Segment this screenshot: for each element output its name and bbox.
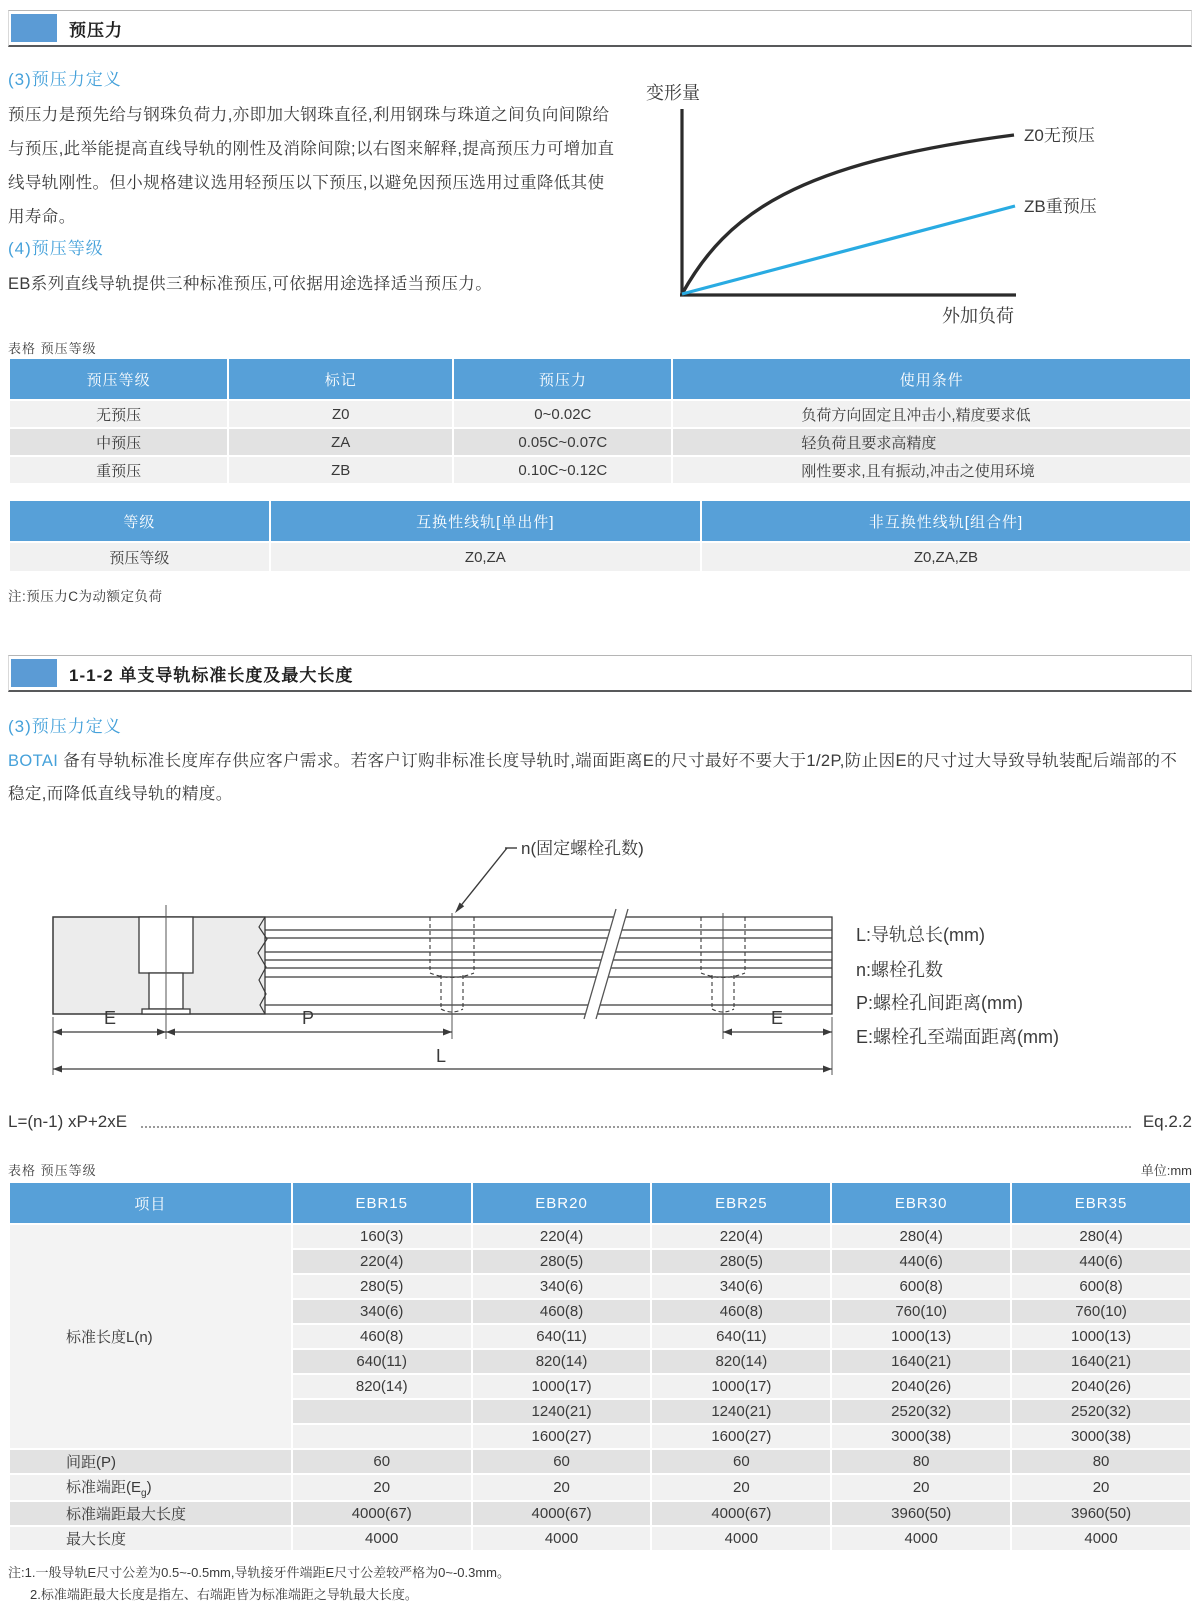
cell: Z0,ZA — [271, 543, 700, 571]
cell: 0.05C~0.07C — [454, 429, 671, 455]
cell: 60 — [293, 1450, 471, 1473]
cell: 20 — [652, 1475, 830, 1500]
table2-header-grade: 等级 — [10, 501, 269, 541]
legend-e: E:螺栓孔至端面距离(mm) — [856, 1027, 1059, 1047]
legend-l: L:导轨总长(mm) — [856, 925, 985, 945]
table1-header-row — [10, 359, 1190, 399]
rail-drawing — [53, 917, 832, 1014]
cell: 280(5) — [473, 1250, 651, 1273]
cell: 220(4) — [293, 1250, 471, 1273]
label-text: ) — [146, 1479, 152, 1496]
cell: 340(6) — [293, 1300, 471, 1323]
cell: 负荷方向固定且冲击小,精度要求低 — [673, 401, 1190, 427]
length-def-text: 备有导轨标准长度库存供应客户需求。若客户订购非标准长度导轨时,端面距离E的尺寸最好不要大于1/2P,防止因E的尺寸过大导致导轨装配后端部的不稳定,而降低直线导轨的精度。 — [8, 752, 1178, 803]
cell: 3000(38) — [1012, 1425, 1190, 1448]
diagram-legend — [856, 925, 1059, 1047]
dim-label-p: P — [302, 1008, 315, 1028]
table3-header-item: 项目 — [10, 1183, 291, 1223]
table1-header-grade: 预压等级 — [10, 359, 227, 399]
label-text: 标准端距(E — [66, 1479, 142, 1496]
break-lines — [584, 909, 628, 1019]
cell: 160(3) — [293, 1225, 471, 1248]
section-header-preload — [8, 10, 1192, 47]
length-def-paragraph — [8, 745, 1192, 811]
table3-caption: 表格 预压等级 — [8, 1163, 97, 1178]
section-title: 1-1-2 单支导轨标准长度及最大长度 — [69, 665, 354, 685]
table3-header-row — [10, 1183, 1190, 1223]
cell: 3000(38) — [832, 1425, 1010, 1448]
cell: 4000 — [832, 1527, 1010, 1550]
table2-header-assembly: 非互换性线轨[组合件] — [702, 501, 1190, 541]
table1-caption: 表格 预压等级 — [8, 341, 97, 356]
standard-length-table — [8, 1181, 1192, 1552]
cell: 280(4) — [832, 1225, 1010, 1248]
dim-label-e-left: E — [104, 1008, 117, 1028]
grade-heading: (4)预压等级 — [8, 239, 104, 258]
cell: 中预压 — [10, 429, 227, 455]
cell: Z0 — [229, 401, 452, 427]
table1-header-force: 预压力 — [454, 359, 671, 399]
zb-series-label: ZB重预压 — [1024, 197, 1097, 216]
blue-square-icon — [11, 14, 57, 42]
legend-n: n:螺栓孔数 — [856, 960, 944, 980]
cell: 2040(26) — [832, 1375, 1010, 1398]
cell: 820(14) — [293, 1375, 471, 1398]
def-paragraph: 预压力是预先给与钢珠负荷力,亦即加大钢珠直径,利用钢珠与珠道之间负向间隙给与预压,此举能提高直线导轨的刚性及消除间隙;以右图来解释,提高预压力可增加直线导轨刚性。但小规格建议选用轻预压以下预压,以避免因预压选用过重降低其使用寿命。 — [8, 106, 615, 226]
cell: 1640(21) — [1012, 1350, 1190, 1373]
cell: Z0,ZA,ZB — [702, 543, 1190, 571]
cell: 20 — [473, 1475, 651, 1500]
cell: 220(4) — [652, 1225, 830, 1248]
note-dynamic-load: 注:预压力C为动额定负荷 — [8, 589, 163, 604]
cell: 760(10) — [832, 1300, 1010, 1323]
formula-expression: L=(n-1) xP+2xE — [8, 1112, 128, 1131]
cell: 460(8) — [652, 1300, 830, 1323]
table-row — [10, 401, 1190, 427]
table-row — [10, 1225, 1190, 1248]
table-row — [10, 457, 1190, 483]
cell: 1240(21) — [473, 1400, 651, 1423]
cell: 80 — [832, 1450, 1010, 1473]
table3-header-ebr30: EBR30 — [832, 1183, 1010, 1223]
table-row — [10, 543, 1190, 571]
z0-series-label: Z0无预压 — [1024, 126, 1095, 145]
rail-dimension-diagram — [8, 817, 1192, 1099]
cell: 640(11) — [652, 1325, 830, 1348]
cell: 1600(27) — [652, 1425, 830, 1448]
cell: 820(14) — [652, 1350, 830, 1373]
table3-header-ebr35: EBR35 — [1012, 1183, 1190, 1223]
table1-header-mark: 标记 — [229, 359, 452, 399]
cell: 3960(50) — [832, 1502, 1010, 1525]
interchangeability-table — [8, 499, 1192, 573]
note-line-1: 注:1.一般导轨E尺寸公差为0.5~-0.5mm,导轨接牙件端距E尺寸公差较严格为0~-0.3mm。 — [8, 1565, 511, 1580]
cell: 轻负荷且要求高精度 — [673, 429, 1190, 455]
cell: 2520(32) — [1012, 1400, 1190, 1423]
cell: 2520(32) — [832, 1400, 1010, 1423]
cell: 280(5) — [293, 1275, 471, 1298]
table-row — [10, 1502, 1190, 1525]
table-row — [10, 429, 1190, 455]
cell: 60 — [473, 1450, 651, 1473]
cell: 4000(67) — [473, 1502, 651, 1525]
cell: 20 — [293, 1475, 471, 1500]
length-formula-row — [8, 1112, 1192, 1132]
cell — [293, 1400, 471, 1423]
chart-x-axis-label: 外加负荷 — [942, 306, 1014, 326]
deformation-load-chart — [622, 65, 1182, 333]
cell: 1240(21) — [652, 1400, 830, 1423]
cell: 4000(67) — [293, 1502, 471, 1525]
table-row — [10, 1527, 1190, 1550]
table2-header-row — [10, 501, 1190, 541]
grade-paragraph: EB系列直线导轨提供三种标准预压,可依据用途选择适当预压力。 — [8, 275, 493, 293]
cell: 80 — [1012, 1450, 1190, 1473]
blue-square-icon — [11, 659, 57, 687]
cell: 1000(13) — [832, 1325, 1010, 1348]
cell: 3960(50) — [1012, 1502, 1190, 1525]
cell: 60 — [652, 1450, 830, 1473]
cell: 4000 — [1012, 1527, 1190, 1550]
cell: 0~0.02C — [454, 401, 671, 427]
cell: 20 — [1012, 1475, 1190, 1500]
def-heading: (3)预压力定义 — [8, 70, 122, 89]
dotted-leader — [141, 1124, 1131, 1128]
cell: 760(10) — [1012, 1300, 1190, 1323]
cell: 280(4) — [1012, 1225, 1190, 1248]
z0-curve — [682, 135, 1014, 294]
cell: 4000 — [473, 1527, 651, 1550]
table-row — [10, 1475, 1190, 1500]
cell: ZA — [229, 429, 452, 455]
table-row — [10, 1450, 1190, 1473]
summary-label: 间距(P) — [10, 1450, 291, 1473]
cell: 600(8) — [1012, 1275, 1190, 1298]
cell: 220(4) — [473, 1225, 651, 1248]
table3-header-ebr25: EBR25 — [652, 1183, 830, 1223]
table1-caption-row — [8, 338, 1192, 357]
dim-label-l: L — [436, 1046, 447, 1066]
brand-name: BOTAI — [8, 752, 59, 770]
summary-label: 最大长度 — [10, 1527, 291, 1550]
length-def-heading: (3)预压力定义 — [8, 717, 122, 736]
cell: 280(5) — [652, 1250, 830, 1273]
cell: 340(6) — [652, 1275, 830, 1298]
table3-unit: 单位:mm — [1140, 1163, 1192, 1178]
cell: 1000(13) — [1012, 1325, 1190, 1348]
cell: 4000 — [293, 1527, 471, 1550]
preload-chart — [622, 65, 1192, 338]
dim-label-e-right: E — [771, 1008, 784, 1028]
preload-grade-table — [8, 357, 1192, 485]
section-title: 预压力 — [69, 20, 123, 40]
intro-text-column — [8, 65, 618, 338]
section-header-length — [8, 655, 1192, 692]
cell: 600(8) — [832, 1275, 1010, 1298]
item-label-cell: 标准长度L(n) — [10, 1225, 291, 1448]
table3-caption-row — [8, 1160, 1192, 1179]
zb-line — [682, 206, 1015, 294]
legend-p: P:螺栓孔间距离(mm) — [856, 993, 1023, 1013]
cell: 重预压 — [10, 457, 227, 483]
cell: 340(6) — [473, 1275, 651, 1298]
cell: 20 — [832, 1475, 1010, 1500]
cell — [293, 1425, 471, 1448]
cell: 1000(17) — [473, 1375, 651, 1398]
table3-header-ebr20: EBR20 — [473, 1183, 651, 1223]
cell: 4000(67) — [652, 1502, 830, 1525]
note-line-2: 2.标准端距最大长度是指左、右端距皆为标准端距之导轨最大长度。 — [30, 1587, 418, 1602]
table1-header-condition: 使用条件 — [673, 359, 1190, 399]
cell: 440(6) — [832, 1250, 1010, 1273]
cell: 640(11) — [293, 1350, 471, 1373]
table3-header-ebr15: EBR15 — [293, 1183, 471, 1223]
bottom-notes — [8, 1562, 1192, 1606]
cell: 2040(26) — [1012, 1375, 1190, 1398]
cell: 1600(27) — [473, 1425, 651, 1448]
cell: 820(14) — [473, 1350, 651, 1373]
cell: 无预压 — [10, 401, 227, 427]
n-label-leader — [455, 848, 517, 913]
label-subscript: g — [141, 1488, 147, 1499]
catalog-page — [0, 10, 1200, 1602]
cell: 1000(17) — [652, 1375, 830, 1398]
intro-block — [8, 65, 1192, 338]
n-hole-count-label: n(固定螺栓孔数) — [521, 839, 644, 858]
summary-label — [10, 1475, 291, 1500]
cell: 预压等级 — [10, 543, 269, 571]
cell: 440(6) — [1012, 1250, 1190, 1273]
cell: 刚性要求,且有振动,冲击之使用环境 — [673, 457, 1190, 483]
summary-label: 标准端距最大长度 — [10, 1502, 291, 1525]
chart-y-axis-label: 变形量 — [646, 83, 700, 103]
cell: 0.10C~0.12C — [454, 457, 671, 483]
equation-number: Eq.2.2 — [1142, 1112, 1192, 1131]
cell: 4000 — [652, 1527, 830, 1550]
cell: 640(11) — [473, 1325, 651, 1348]
cell: 460(8) — [293, 1325, 471, 1348]
cell: ZB — [229, 457, 452, 483]
cell: 460(8) — [473, 1300, 651, 1323]
cell: 1640(21) — [832, 1350, 1010, 1373]
table2-header-single: 互换性线轨[单出件] — [271, 501, 700, 541]
